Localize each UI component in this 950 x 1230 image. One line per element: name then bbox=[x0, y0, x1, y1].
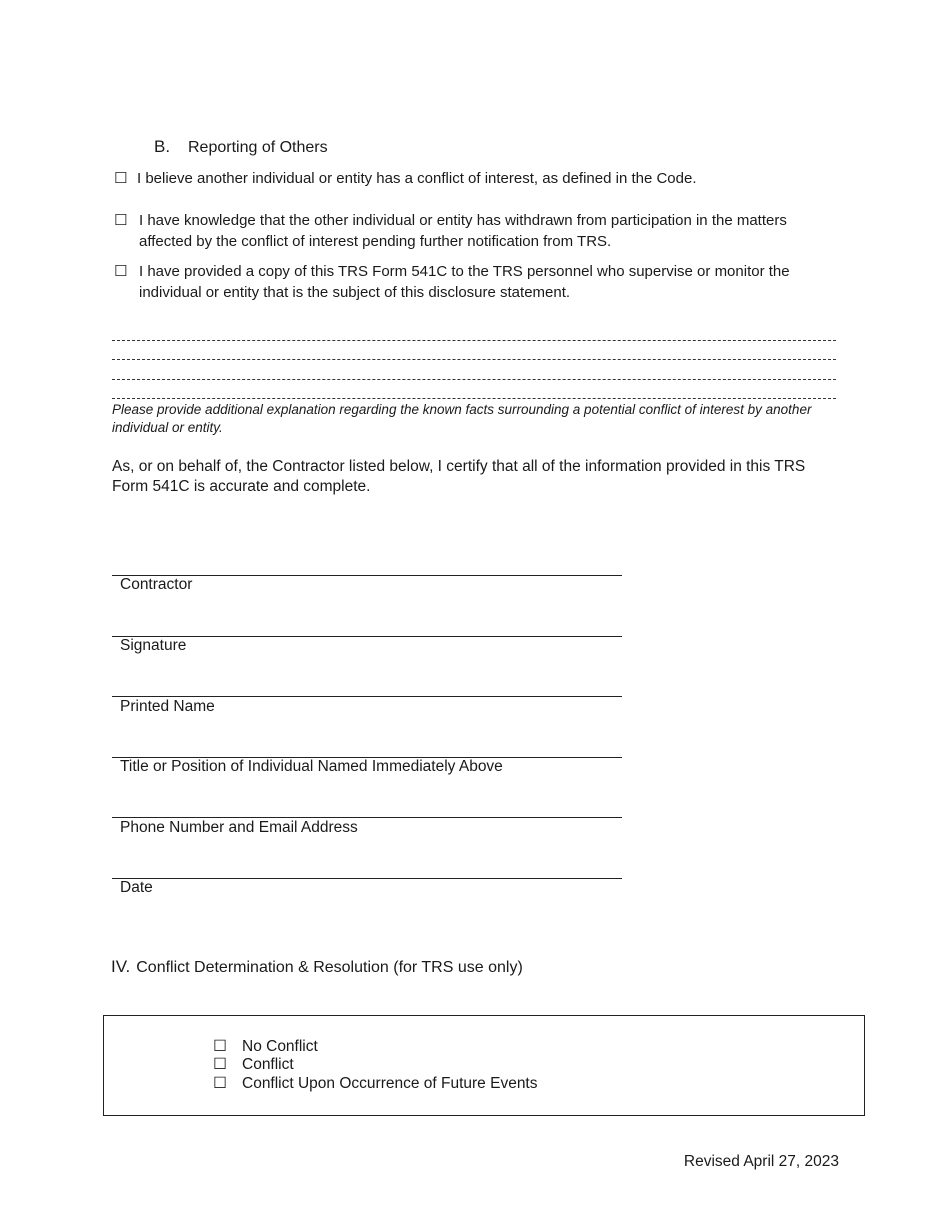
reporting-item-believe-conflict[interactable] bbox=[114, 168, 834, 190]
date-label: Date bbox=[120, 879, 153, 896]
section-b-title: Reporting of Others bbox=[188, 139, 328, 156]
contractor-label: Contractor bbox=[120, 576, 193, 593]
option-label: Conflict bbox=[242, 1056, 294, 1073]
explanation-note: Please provide additional explanation regarding the known facts surrounding a potential conflict of interest by another individual or entity. bbox=[112, 402, 812, 435]
checkbox-future-events[interactable]: ☐ bbox=[213, 1075, 227, 1092]
phone-email-line[interactable] bbox=[112, 817, 622, 818]
option-label: No Conflict bbox=[242, 1038, 318, 1055]
explanation-line-3[interactable] bbox=[112, 379, 836, 380]
reporting-item-withdrawn[interactable] bbox=[114, 210, 834, 252]
reporting-item-provided-copy[interactable] bbox=[114, 261, 834, 303]
section-iv-title: Conflict Determination & Resolution (for TRS use only) bbox=[136, 959, 523, 976]
reporting-item-label: I have provided a copy of this TRS Form 541C to the TRS personnel who supervise or monitor the individual or entity that is the subject of this disclosure statement. bbox=[139, 263, 790, 301]
title-position-label: Title or Position of Individual Named Immediately Above bbox=[120, 758, 503, 775]
date-line[interactable] bbox=[112, 878, 622, 879]
signature-line[interactable] bbox=[112, 636, 622, 637]
reporting-item-label: I believe another individual or entity has a conflict of interest, as defined in the Code. bbox=[137, 170, 697, 187]
section-b-number: B. bbox=[154, 137, 171, 156]
certification-statement: As, or on behalf of, the Contractor listed below, I certify that all of the information provided in this TRS Form 541C is accurate and complete. bbox=[112, 458, 806, 495]
signature-label: Signature bbox=[120, 637, 187, 654]
section-b-heading bbox=[154, 137, 328, 157]
option-label: Conflict Upon Occurrence of Future Events bbox=[242, 1075, 538, 1092]
option-no-conflict[interactable] bbox=[213, 1037, 318, 1056]
printed-name-line[interactable] bbox=[112, 696, 622, 697]
option-future-events[interactable] bbox=[213, 1074, 538, 1093]
explanation-line-4[interactable] bbox=[112, 398, 836, 399]
printed-name-label: Printed Name bbox=[120, 698, 215, 715]
option-conflict[interactable] bbox=[213, 1055, 294, 1074]
checkbox-withdrawn[interactable]: ☐ bbox=[114, 212, 128, 229]
checkbox-conflict[interactable]: ☐ bbox=[213, 1056, 227, 1073]
reporting-item-label: I have knowledge that the other individual or entity has withdrawn from participation in the matters affected by the conflict of interest pending further notification from TRS. bbox=[139, 212, 787, 250]
revised-date: Revised April 27, 2023 bbox=[683, 1153, 839, 1170]
phone-email-label: Phone Number and Email Address bbox=[120, 819, 358, 836]
section-iv-number: IV. bbox=[111, 957, 131, 976]
section-iv-heading bbox=[111, 957, 523, 977]
checkbox-no-conflict[interactable]: ☐ bbox=[213, 1038, 227, 1055]
explanation-line-2[interactable] bbox=[112, 359, 836, 360]
explanation-line-1[interactable] bbox=[112, 340, 836, 341]
checkbox-provided-copy[interactable]: ☐ bbox=[114, 263, 128, 280]
checkbox-believe-conflict[interactable]: ☐ bbox=[114, 170, 128, 187]
